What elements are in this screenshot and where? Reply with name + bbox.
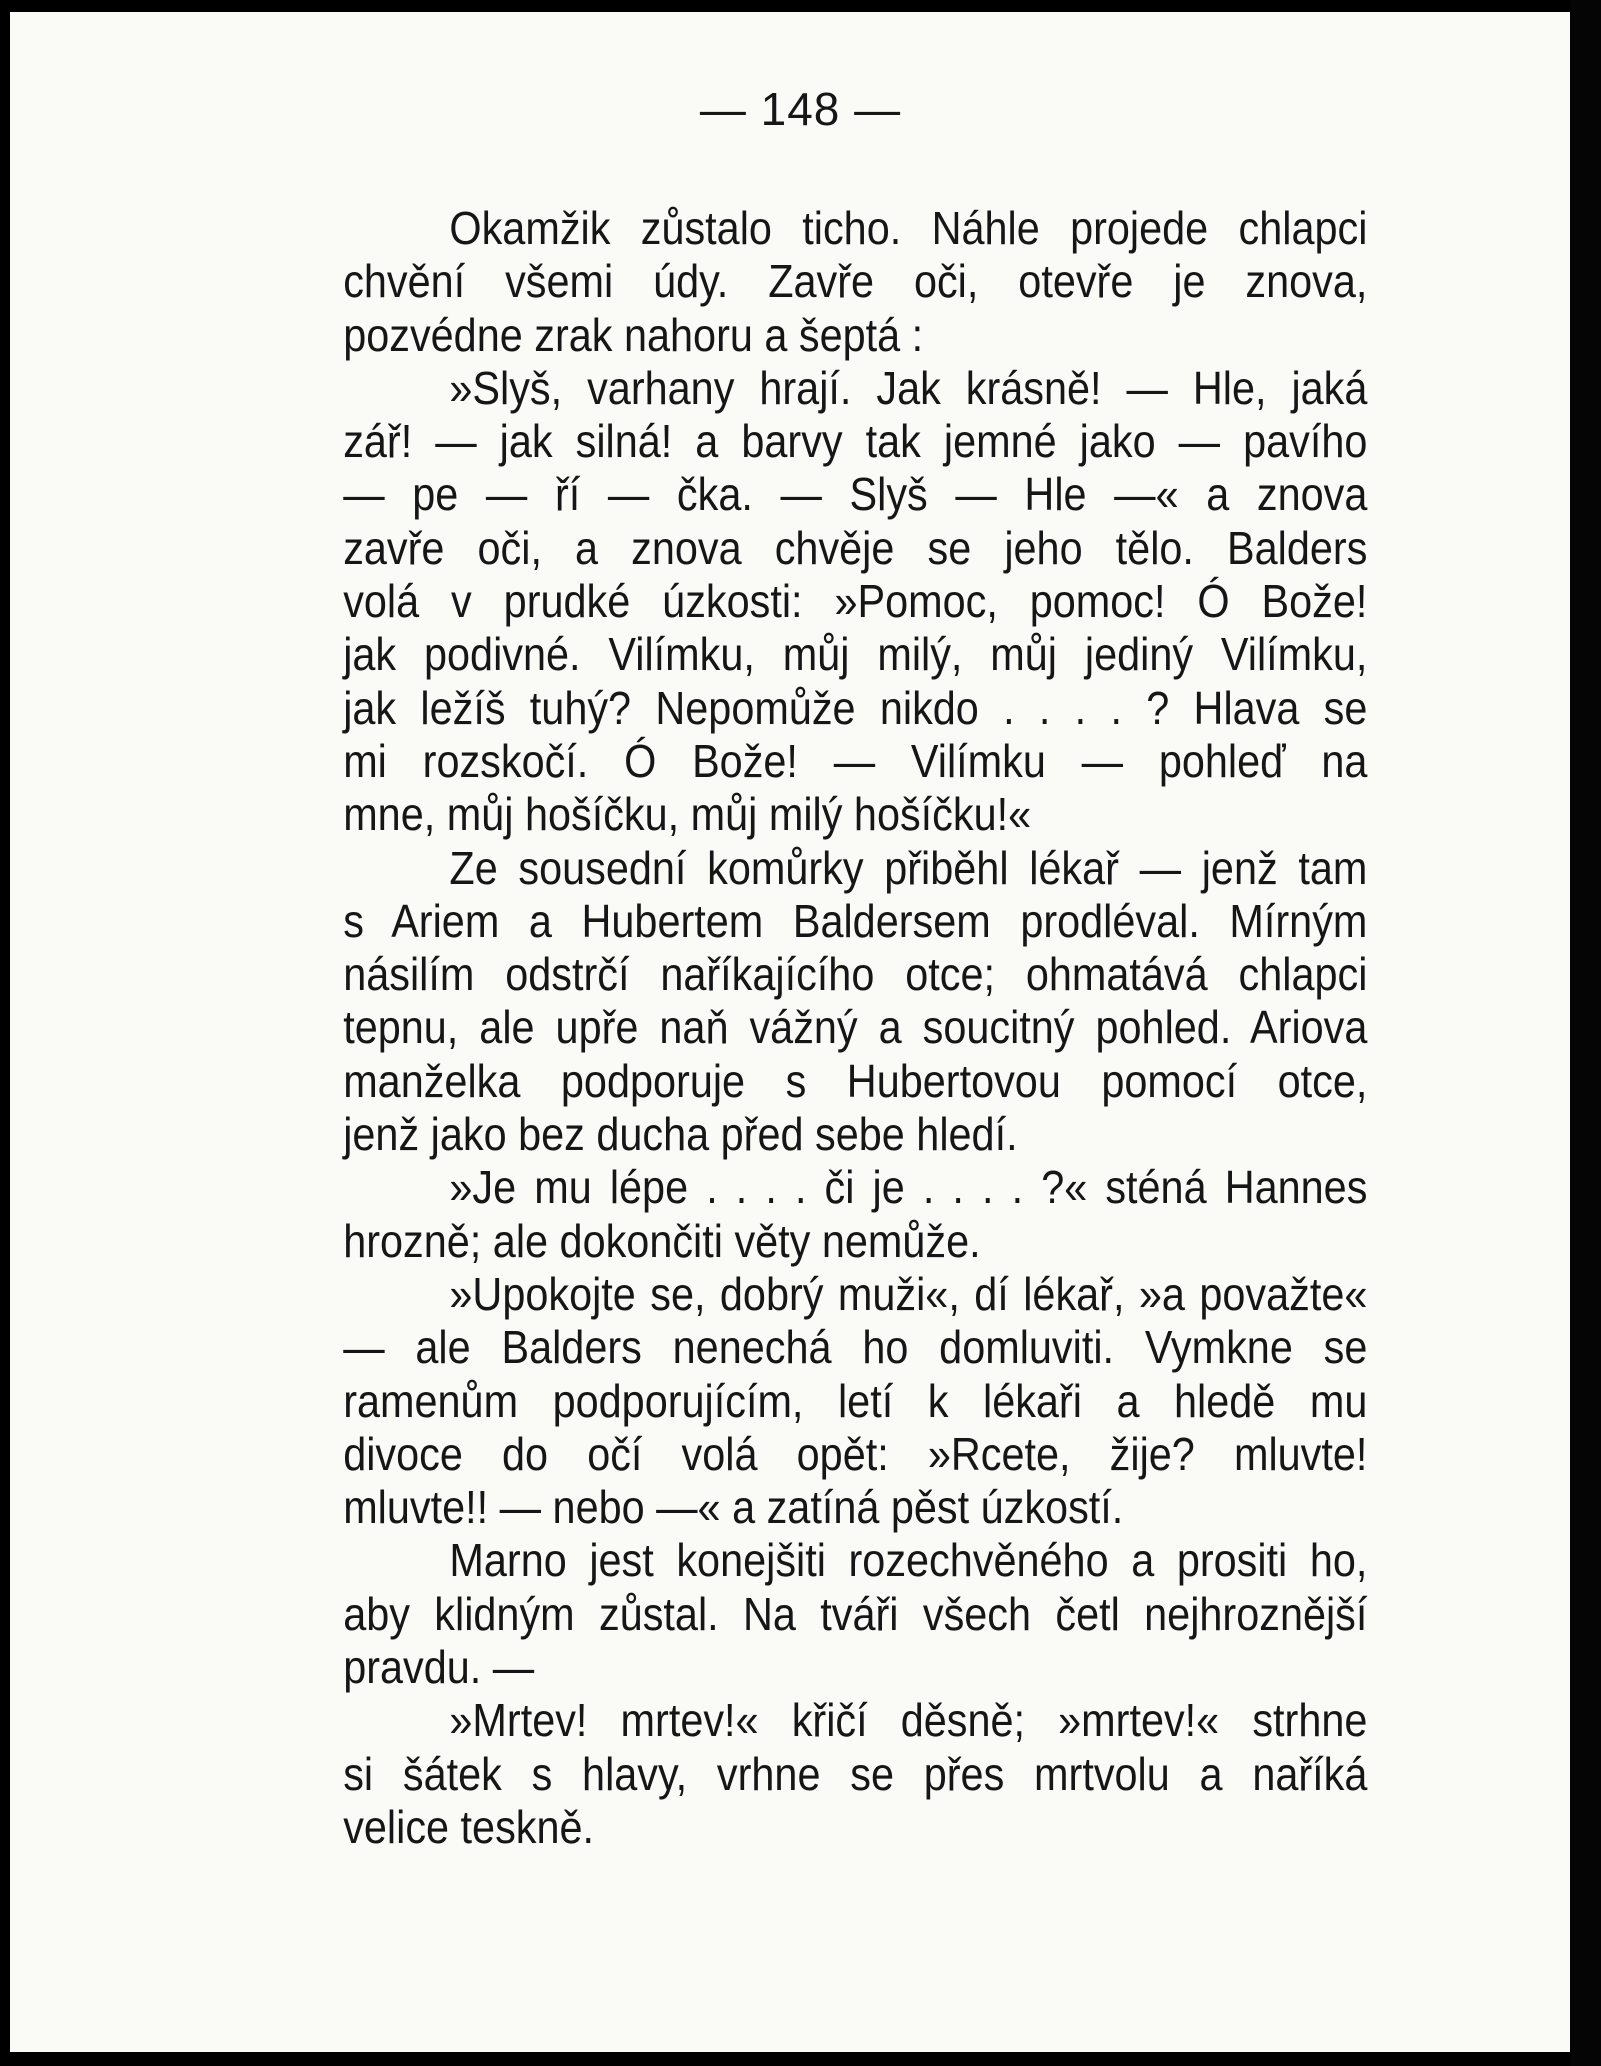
text-line: — pe — ří — čka. — Slyš — Hle —« a znova <box>343 468 1368 521</box>
text-line: jak ležíš tuhý? Nepomůže nikdo . . . . ? Hlava se <box>343 681 1368 734</box>
text-line: Marno jest konejšiti rozechvěného a prositi ho, <box>449 1534 1368 1587</box>
text-line: Okamžik zůstalo ticho. Náhle projede chlapci <box>449 202 1368 254</box>
text-line: s Ariem a Hubertem Baldersem prodléval. Mírným <box>343 894 1368 947</box>
text-line: manželka podporuje s Hubertovou pomocí otce, <box>343 1054 1368 1107</box>
text-line: — ale Balders nenechá ho domluviti. Vymkne se <box>343 1321 1368 1374</box>
text-line: tepnu, ale upře naň vážný a soucitný pohled. Ariova <box>343 1001 1368 1054</box>
text-line: násilím odstrčí naříkajícího otce; ohmatává chlapci <box>343 948 1368 1001</box>
paragraph-1 <box>246 202 1367 362</box>
paragraph-2 <box>246 362 1367 842</box>
text-line: Ze sousední komůrky přiběhl lékař — jenž tam <box>449 841 1368 894</box>
text-line: velice teskně. <box>343 1800 595 1853</box>
text-line: divoce do očí volá opět: »Rcete, žije? mluvte! <box>343 1427 1368 1480</box>
text-line: »Je mu lépe . . . . či je . . . . ?« sténá Hannes <box>449 1161 1368 1214</box>
text-line: volá v prudké úzkosti: »Pomoc, pomoc! Ó Bože! <box>343 575 1368 628</box>
text-line: si šátek s hlavy, vrhne se přes mrtvolu a naříká <box>343 1747 1368 1800</box>
text-line: mluvte!! — nebo —« a zatíná pěst úzkostí. <box>343 1481 1124 1534</box>
paragraph-3 <box>246 842 1367 1162</box>
text-line: »Upokojte se, dobrý muži«, dí lékař, »a považte« <box>449 1267 1368 1320</box>
text-line: chvění všemi údy. Zavře oči, otevře je znova, <box>343 255 1368 308</box>
text-line: jenž jako bez ducha před sebe hledí. <box>343 1108 1018 1161</box>
text-line: mne, můj hošíčku, můj milý hošíčku!« <box>343 788 1032 841</box>
body-text <box>246 202 1367 1854</box>
text-line: »Mrtev! mrtev!« křičí děsně; »mrtev!« strhne <box>449 1694 1368 1747</box>
paragraph-4 <box>246 1161 1367 1268</box>
text-line: aby klidným zůstal. Na tváři všech četl nejhroznější <box>343 1587 1368 1640</box>
paragraph-7 <box>246 1694 1367 1854</box>
text-line: hrozně; ale dokončiti věty nemůže. <box>343 1214 981 1267</box>
text-line: jak podivné. Vilímku, můj milý, můj jediný Vilímku, <box>343 628 1368 681</box>
paragraph-5 <box>246 1268 1367 1534</box>
paragraph-6 <box>246 1534 1367 1694</box>
page-number: — 148 — <box>699 83 902 135</box>
text-line: zavře oči, a znova chvěje se jeho tělo. Balders <box>343 521 1368 574</box>
text-line: zář! — jak silná! a barvy tak jemné jako — pavího <box>343 415 1368 468</box>
scan-edge <box>1570 0 1601 2066</box>
text-line: ramenům podporujícím, letí k lékaři a hledě mu <box>343 1374 1368 1427</box>
text-line: »Slyš, varhany hrají. Jak krásně! — Hle, jaká <box>449 361 1368 414</box>
text-line: pozvédne zrak nahoru a šeptá : <box>343 308 924 361</box>
text-line: mi rozskočí. Ó Bože! — Vilímku — pohleď na <box>343 734 1368 787</box>
text-line: pravdu. — <box>343 1641 535 1694</box>
